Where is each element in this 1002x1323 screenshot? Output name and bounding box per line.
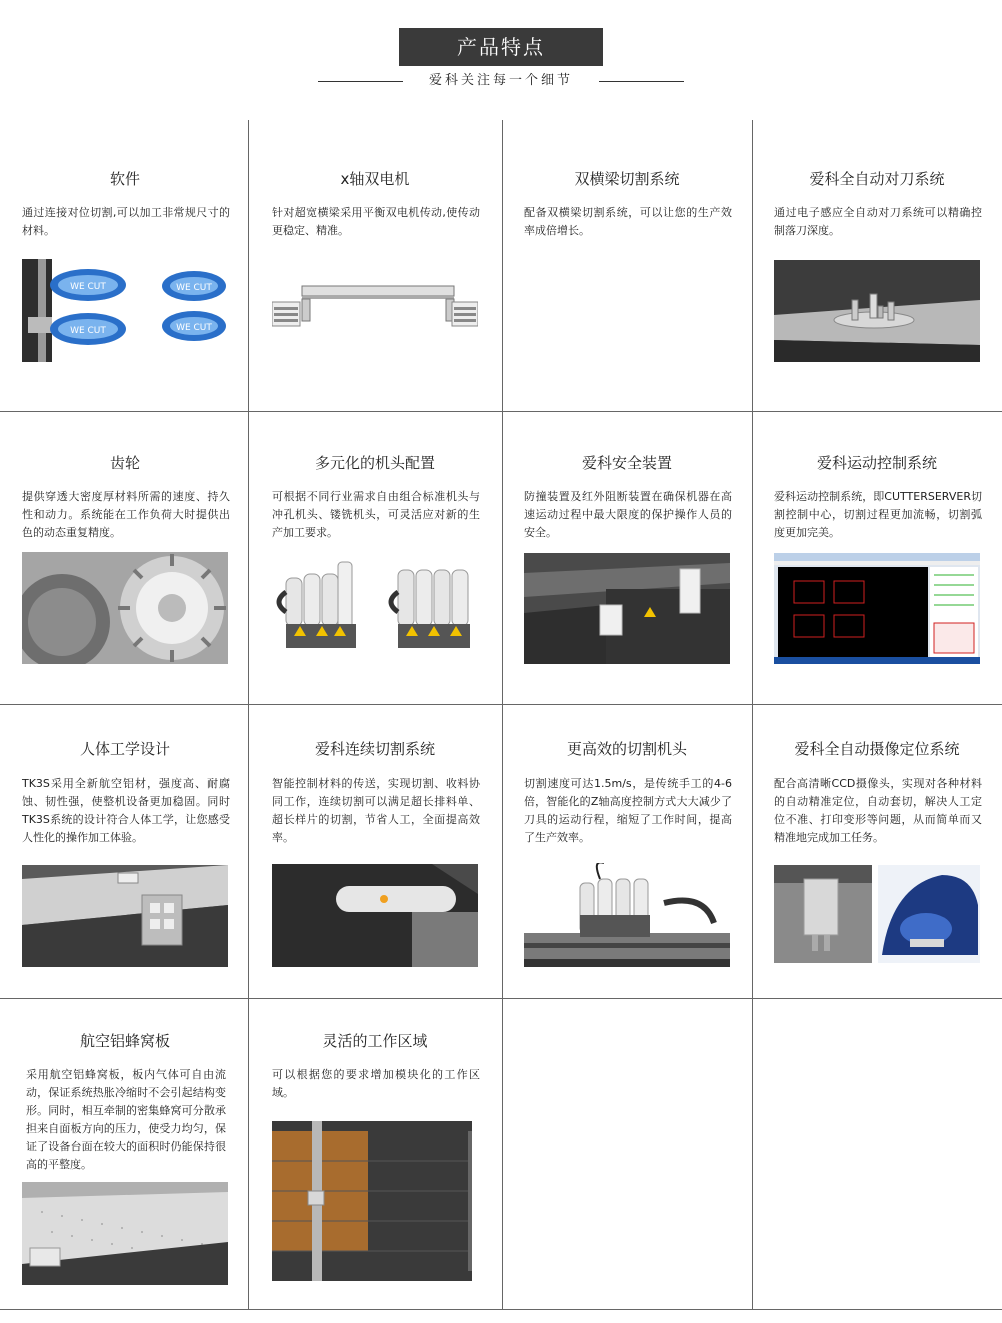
grid-divider-h4 <box>0 1309 1002 1310</box>
feature-description: 爱科运动控制系统，即CUTTERSERVER切割控制中心，切割过程更加流畅，切割弧度更加完美。 <box>774 490 982 539</box>
feature-description: 提供穿透大密度厚材料所需的速度、持久性和动力。系统能在工作负荷大时提供出色的动态重复精度。 <box>22 490 230 539</box>
grid-divider-v2 <box>502 120 503 1310</box>
feature-title: 多元化的机头配置 <box>314 454 435 472</box>
ccd-camera-image <box>774 865 980 963</box>
feature-description: 通过电子感应全自动对刀系统可以精确控制落刀深度。 <box>774 206 982 237</box>
feature-title: 灵活的工作区域 <box>322 1032 428 1050</box>
feature-title: 爱科连续切割系统 <box>314 740 435 758</box>
software-image <box>22 259 228 362</box>
feature-title: 软件 <box>109 170 140 188</box>
sticker-label: WE CUT <box>176 283 212 293</box>
grid-divider-v3 <box>752 120 753 1310</box>
subtitle-divider-left <box>318 81 403 82</box>
feature-description: 配合高清晰CCD摄像头，实现对各种材料的自动精准定位，自动套切，解决人工定位不准、打印变形等问题，从而简单而又精准地完成加工任务。 <box>774 777 982 844</box>
honeycomb-table-image <box>22 1182 228 1285</box>
feature-description: 配备双横梁切割系统，可以让您的生产效率成倍增长。 <box>524 206 732 237</box>
auto-tool-setting-image <box>774 260 980 362</box>
page-title: 产品特点 <box>399 28 603 66</box>
feature-title: 更高效的切割机头 <box>566 740 687 758</box>
safety-device-image <box>524 553 730 664</box>
cutting-head-image <box>524 863 730 967</box>
cutterserver-screen-image <box>774 553 980 664</box>
gear-image <box>22 552 228 664</box>
grid-divider-h2 <box>0 704 1002 705</box>
conveyor-image <box>272 864 478 967</box>
feature-title: 爱科安全装置 <box>581 454 672 472</box>
sticker-label: WE CUT <box>176 323 212 333</box>
page-subtitle: 爱科关注每一个细节 <box>428 73 573 88</box>
grid-divider-h3 <box>0 998 1002 999</box>
feature-description: 通过连接对位切割,可以加工非常规尺寸的材料。 <box>22 206 230 237</box>
subtitle-divider-right <box>599 81 684 82</box>
work-area-image <box>272 1121 478 1281</box>
feature-description: TK3S采用全新航空铝材，强度高、耐腐蚀、韧性强，使整机设备更加稳固。同时TK3S系统的设计符合人体工学，让您感受人性化的操作加工体验。 <box>22 777 230 844</box>
grid-divider-v1 <box>248 120 249 1310</box>
feature-description: 针对超宽横梁采用平衡双电机传动,使传动更稳定、精准。 <box>272 206 480 237</box>
feature-title: 爱科全自动对刀系统 <box>809 170 945 188</box>
sticker-label: WE CUT <box>70 326 106 336</box>
feature-description: 切割速度可达1.5m/s，是传统手工的4-6倍，智能化的Z轴高度控制方式大大减少了刀具的运动行程，缩短了工作时间，提高了生产效率。 <box>524 777 732 844</box>
aluminum-profile-image <box>22 865 228 967</box>
grid-divider-h1 <box>0 411 1002 412</box>
sticker-label: WE CUT <box>70 282 106 292</box>
feature-title: 爱科全自动摄像定位系统 <box>794 740 960 758</box>
feature-description: 采用航空铝蜂窝板，板内气体可自由流动，保证系统热胀冷缩时不会引起结构变形。同时，相互牵制的密集蜂窝可分散承担来自面板方向的压力，使受力均匀，保证了设备台面在较大的面积时仍能保持很高的平整度。 <box>26 1068 226 1171</box>
header <box>0 0 1002 120</box>
feature-title: x轴双电机 <box>340 170 410 188</box>
feature-description: 智能控制材料的传送，实现切割、收料协同工作，连续切割可以满足超长排料单、超长样片的切割，节省人工，全面提高效率。 <box>272 777 480 844</box>
feature-title: 双横梁切割系统 <box>574 170 680 188</box>
dual-motor-image <box>272 280 478 340</box>
feature-title: 齿轮 <box>109 454 140 472</box>
feature-description: 防撞装置及红外阻断装置在确保机器在高速运动过程中最大限度的保护操作人员的安全。 <box>524 490 732 539</box>
feature-title: 人体工学设计 <box>79 740 170 758</box>
feature-description: 可根据不同行业需求自由组合标准机头与冲孔机头、镂铣机头，可灵活应对新的生产加工要求。 <box>272 490 480 539</box>
feature-description: 可以根据您的要求增加模块化的工作区域。 <box>272 1068 480 1099</box>
feature-title: 航空铝蜂窝板 <box>79 1032 170 1050</box>
feature-title: 爱科运动控制系统 <box>816 454 937 472</box>
tool-heads-image <box>272 552 478 664</box>
subtitle-row <box>318 70 684 92</box>
